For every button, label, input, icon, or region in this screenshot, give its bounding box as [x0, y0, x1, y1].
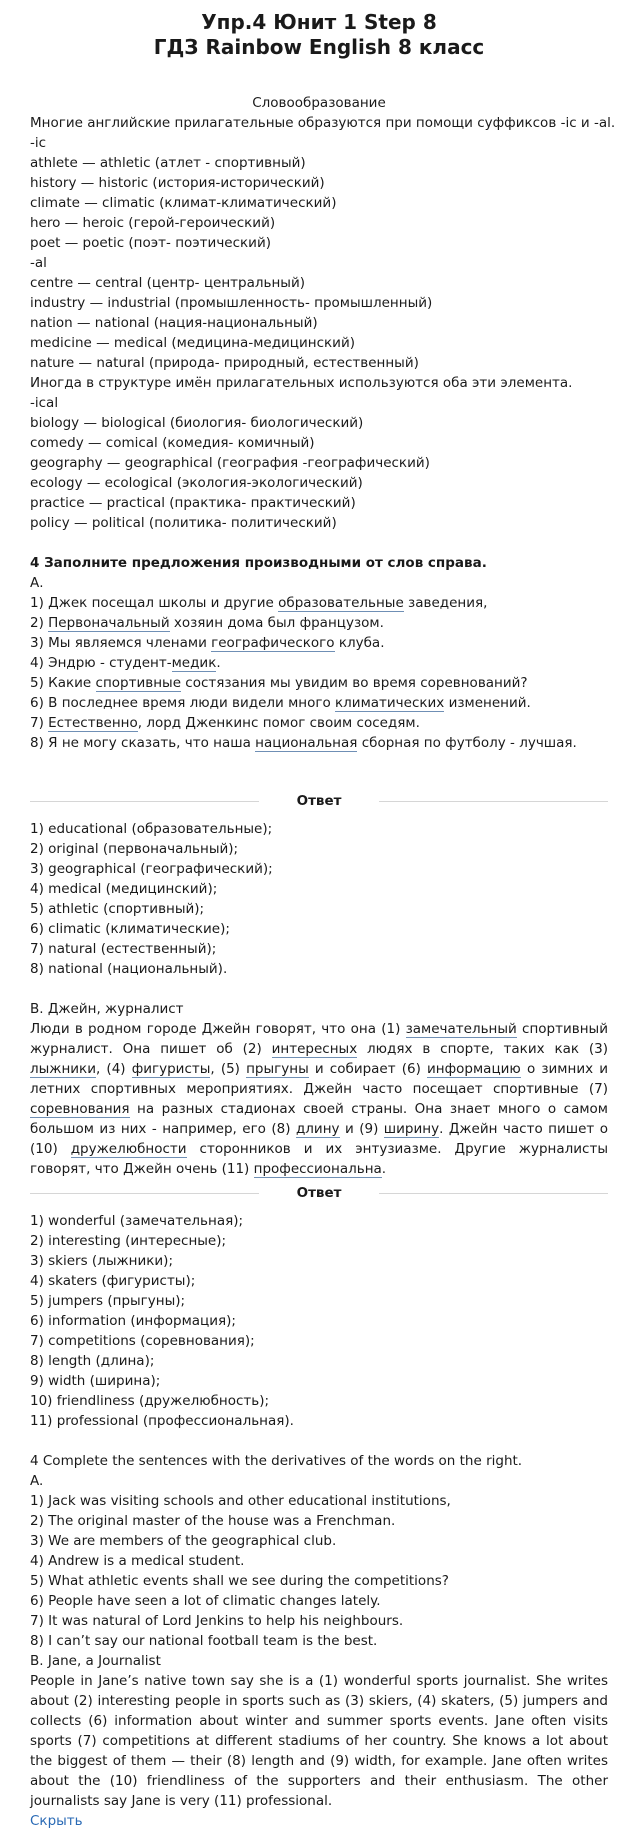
answer-item: 4) skaters (фигуристы); [30, 1273, 196, 1289]
list-item: biology — biological (биология- биологический) [30, 415, 364, 431]
page-title-line2: ГДЗ Rainbow English 8 класс [153, 35, 485, 59]
exercise-heading-ru: 4 Заполните предложения производными от слов справа. [30, 555, 487, 571]
sentence-ru-6: 6) В последнее время люди видели много климатических изменений. [30, 695, 531, 711]
list-item: climate — climatic (климат-климатический) [30, 195, 337, 211]
theory-heading: Словообразование [252, 95, 386, 111]
underlined-word: национальная [255, 735, 358, 751]
underlined-word: географического [211, 635, 335, 651]
sentence-en-6: 6) People have seen a lot of climatic changes lately. [30, 1593, 381, 1609]
answer-item: 7) competitions (соревнования); [30, 1333, 255, 1349]
answer-item: 7) natural (естественный); [30, 941, 217, 957]
part-b-paragraph-en: People in Jane’s native town say she is a (1) wonderful sports journalist. She writes about (2) interesting people in sports such as (3) skiers, (4) skaters, (5) jumpers and collects (6) information about winter and summer sports events. Jane often visits sports (7) competitions at different stadiums of her country. She knows a lot about the biggest of them — their (8) length and (9) width, for example. Jane often writes about the (10) friendliness of the supporters and their enthusiasm. The other journalists say Jane is very (11) professional. [30, 1673, 608, 1809]
list-item: nation — national (нация-национальный) [30, 315, 318, 331]
sentence-en-4: 4) Andrew is a medical student. [30, 1553, 245, 1569]
exercise-heading-en: 4 Complete the sentences with the derivatives of the words on the right. [30, 1453, 523, 1469]
answer-item: 6) information (информация); [30, 1313, 236, 1329]
answer-item: 3) skiers (лыжники); [30, 1253, 173, 1269]
list-item: nature — natural (природа- природный, естественный) [30, 355, 419, 371]
list-item: centre — central (центр- центральный) [30, 275, 305, 291]
underlined-word: Первоначальный [48, 615, 170, 631]
answer-item: 9) width (ширина); [30, 1373, 161, 1389]
sentence-en-5: 5) What athletic events shall we see during the competitions? [30, 1573, 449, 1589]
underlined-word: соревнования [30, 1101, 130, 1117]
list-item: ecology — ecological (экология-экологический) [30, 475, 363, 491]
list-item: hero — heroic (герой-героический) [30, 215, 276, 231]
answer-label: Ответ [296, 1185, 342, 1201]
list-item: poet — poetic (поэт- поэтический) [30, 235, 271, 251]
sentence-ru-4: 4) Эндрю - студент-медик. [30, 655, 221, 671]
underlined-word: ширину [383, 1121, 440, 1137]
list-item: comedy — comical (комедия- комичный) [30, 435, 315, 451]
answer-label: Ответ [296, 793, 342, 809]
sentence-ru-8: 8) Я не могу сказать, что наша национальная сборная по футболу - лучшая. [30, 735, 577, 751]
suffix-ic-label: -ic [30, 135, 47, 151]
answer-item: 11) professional (профессиональная). [30, 1413, 294, 1429]
list-item: history — historic (история-исторический) [30, 175, 325, 191]
part-b-heading-ru: B. Джейн, журналист [30, 1001, 184, 1017]
answer-item: 5) athletic (спортивный); [30, 901, 205, 917]
answer-divider [30, 1183, 608, 1203]
hide-link[interactable]: Скрыть [30, 1813, 83, 1829]
underlined-word: информацию [427, 1061, 521, 1077]
sentence-en-8: 8) I can’t say our national football team is the best. [30, 1633, 378, 1649]
underlined-word: прыгуны [246, 1061, 309, 1077]
suffix-al-label: -al [30, 255, 47, 271]
part-b-paragraph-ru: Люди в родном городе Джейн говорят, что она (1) замечательный спортивный журналист. Она пишет об (2) интересных людях в спорте, таких как (3) лыжники, (4) фигуристы, (5) прыгуны и собирает (6) информацию о зимних и летних спортивных мероприятиях. Джейн часто посещает спортивные (7) соревнования на разных стадионах своей страны. Она знает много о самом большом из них - например, его (8) длину и (9) ширину. Джейн часто пишет о (10) дружелюбности сторонников и их энтузиазме. Другие журналисты говорят, что Джейн очень (11) профессиональна. [30, 1021, 609, 1177]
list-item: practice — practical (практика- практический) [30, 495, 356, 511]
list-item: athlete — athletic (атлет - спортивный) [30, 155, 306, 171]
part-a-label-ru: А. [30, 575, 44, 591]
underlined-word: климатических [335, 695, 445, 711]
list-item: policy — political (политика- политический) [30, 515, 337, 531]
list-item: geography — geographical (география -географический) [30, 455, 430, 471]
answer-item: 10) friendliness (дружелюбность); [30, 1393, 270, 1409]
answer-item: 8) national (национальный). [30, 961, 228, 977]
answer-item: 6) climatic (климатические); [30, 921, 230, 937]
underlined-word: профессиональна [253, 1161, 382, 1177]
answer-item: 1) educational (образовательные); [30, 821, 273, 837]
underlined-word: лыжники [30, 1061, 96, 1077]
answer-item: 2) original (первоначальный); [30, 841, 239, 857]
answer-item: 1) wonderful (замечательная); [30, 1213, 244, 1229]
sentence-en-2: 2) The original master of the house was a Frenchman. [30, 1513, 396, 1529]
underlined-word: длину [295, 1121, 340, 1137]
underlined-word: дружелюбности [70, 1141, 187, 1157]
underlined-word: интересных [271, 1041, 358, 1057]
sentence-en-1: 1) Jack was visiting schools and other educational institutions, [30, 1493, 451, 1509]
answer-item: 3) geographical (географический); [30, 861, 273, 877]
suffix-ical-label: -ical [30, 395, 59, 411]
sentence-ru-2: 2) Первоначальный хозяин дома был французом. [30, 615, 384, 631]
sentence-ru-3: 3) Мы являемся членами географического клуба. [30, 635, 385, 651]
both-suffixes-note: Иногда в структуре имён прилагательных используются оба эти элемента. [30, 375, 573, 391]
answer-item: 2) interesting (интересные); [30, 1233, 227, 1249]
underlined-word: фигуристы [131, 1061, 211, 1077]
sentence-en-7: 7) It was natural of Lord Jenkins to help his neighbours. [30, 1613, 404, 1629]
list-item: industry — industrial (промышленность- промышленный) [30, 295, 433, 311]
underlined-word: медик [171, 655, 217, 671]
part-b-heading-en: B. Jane, a Journalist [30, 1653, 161, 1669]
theory-intro: Многие английские прилагательные образуются при помощи суффиксов -ic и -al. [30, 115, 616, 131]
answer-divider [30, 791, 608, 811]
underlined-word: Естественно [48, 715, 138, 731]
underlined-word: спортивные [95, 675, 181, 691]
answer-item: 4) medical (медицинский); [30, 881, 218, 897]
sentence-ru-5: 5) Какие спортивные состязания мы увидим во время соревнований? [30, 675, 528, 691]
sentence-en-3: 3) We are members of the geographical club. [30, 1533, 337, 1549]
underlined-word: замечательный [405, 1021, 517, 1037]
answer-item: 8) length (длина); [30, 1353, 155, 1369]
part-a-label-en: A. [30, 1473, 44, 1489]
answer-item: 5) jumpers (прыгуны); [30, 1293, 186, 1309]
sentence-ru-1: 1) Джек посещал школы и другие образовательные заведения, [30, 595, 488, 611]
underlined-word: образовательные [278, 595, 404, 611]
list-item: medicine — medical (медицина-медицинский) [30, 335, 355, 351]
page-title-line1: Упр.4 Юнит 1 Step 8 [201, 10, 437, 34]
sentence-ru-7: 7) Естественно, лорд Дженкинс помог своим соседям. [30, 715, 420, 731]
